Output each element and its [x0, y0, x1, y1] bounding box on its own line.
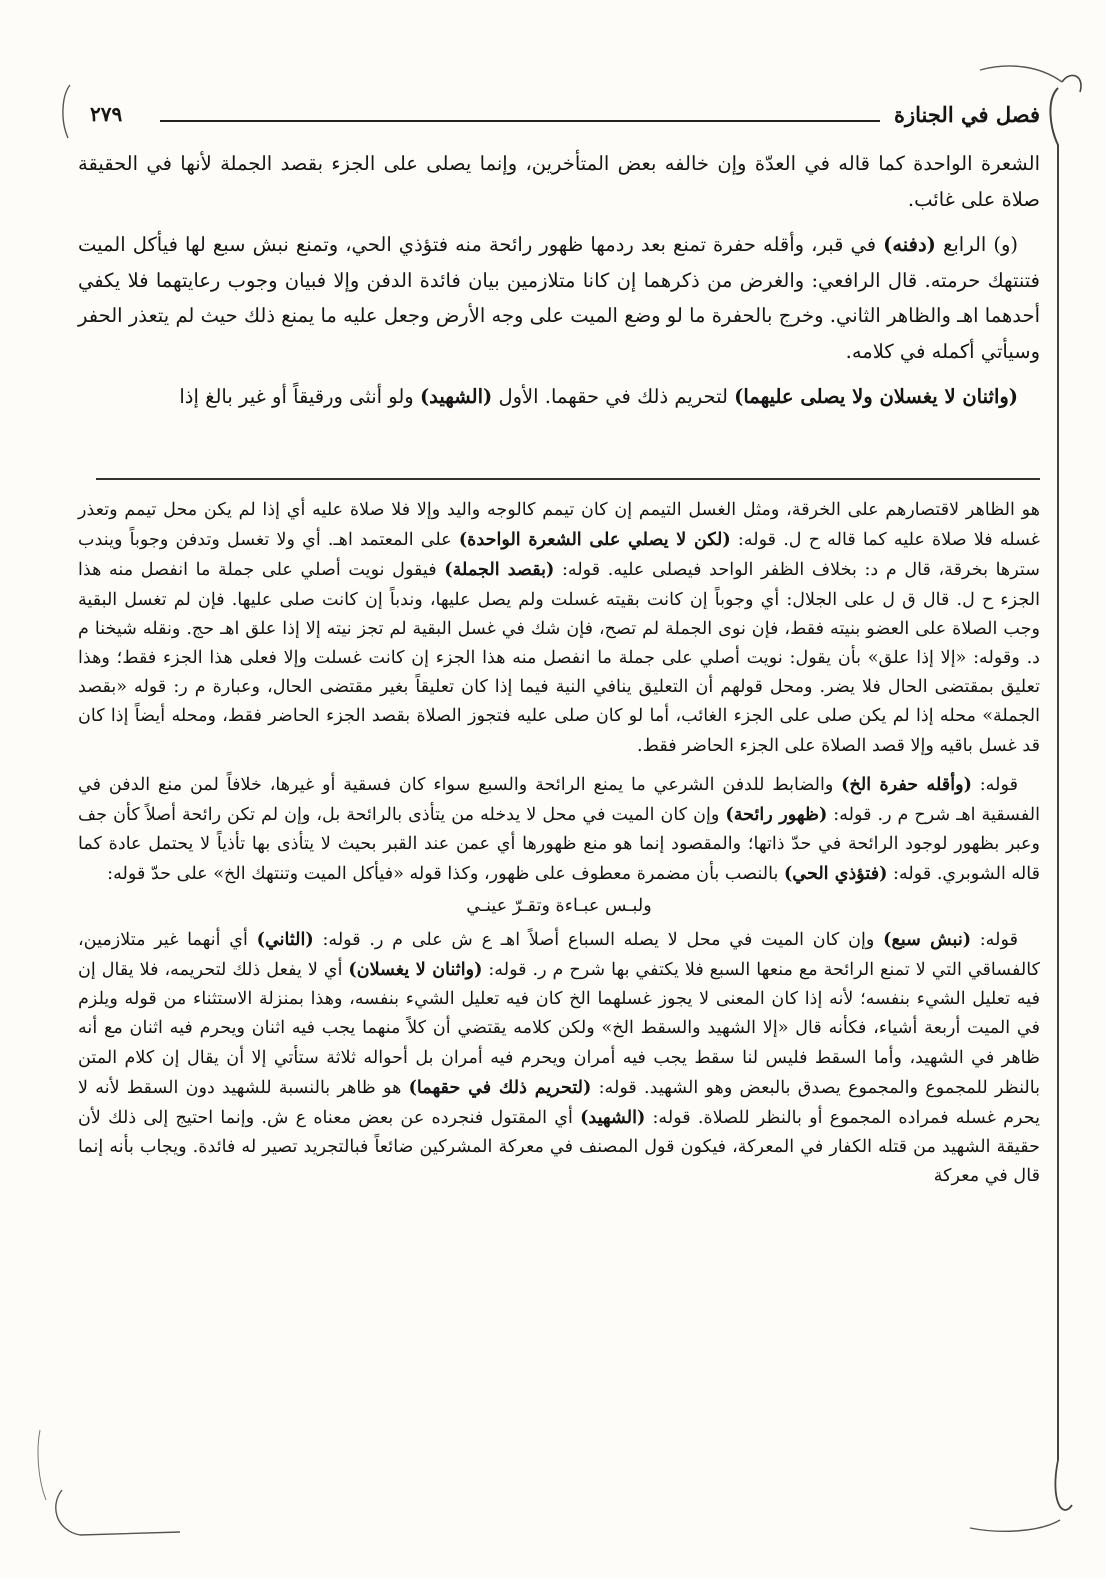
- main-text: [78, 146, 1040, 425]
- commentary-paragraph: قوله: (وأقله حفرة الخ) والضابط للدفن الشرعي ما يمنع الرائحة والسبع سواء كان فسقية أو غيرها، خلافاً لمن منع الدفن في الفسقية اهـ شرح م ر. قوله: (ظهور رائحة) وإن كان الميت في محل لا يدخله من يتأذى بالرائحة بل، وإن لم تكن رائحة أصلاً كأن جف وعبر بظهور لوجود الرائحة في حدّ ذاتها؛ والمقصود إنما هو منع ظهورها أي عمن عند القبر بحيث لا يتأذى بها تأذياً لا يحتمل عادة كما قاله الشوبري. قوله: (فتؤذي الحي) بالنصب بأن مضمرة معطوف على ظهور، وكذا قوله «فيأكل الميت وتنتهك الخ» على حدّ قوله:: [78, 773, 1040, 885]
- chapter-title: فصل في الجنازة: [894, 102, 1040, 127]
- header-rule: [160, 120, 880, 122]
- page-number: ٢٧٩: [90, 102, 123, 126]
- commentary-paragraph: هو الظاهر لاقتصارهم على الخرقة، ومثل الغسل التيمم إن كان تيمم كالوجه واليد وإلا فلا صلاة عليه أي إذا لم يكن محل تيمم وتعذر غسله فلا صلاة عليه كما قاله ح ل. قوله: (لكن لا يصلي على الشعرة الواحدة) على المعتمد اهـ. أي ولا تغسل وتدفن وجوباً ويندب سترها بخرقة، قال م د: بخلاف الظفر الواحد فيصلى عليه. قوله: (بقصد الجملة) فيقول نويت أصلي على جملة ما انفصل منه هذا الجزء ح ل. قال ق ل على الجلال: أي وجوباً إن كانت بقيته غسلت ولم يصل عليها، وندباً إن كانت صلى عليها. فإن لم تغسل البقية وجب الصلاة على العضو بنيته فقط، فإن نوى الجملة لم تصح، فإن شك في غسل البقية لم تجز نيته إلا إذا علق اهـ حج. ونقله شيخنا م د. وقوله: «إلا إذا علق» بأن يقول: نويت أصلي على جملة ما انفصل منه هذا الجزء إن كانت غسلت وإلا فعلى هذا الجزء فقط؛ وهذا تعليق بمقتضى الحال فلا يضر. ومحل قولهم أن التعليق ينافي النية فيما إذا كان تعليقاً بغير مقتضى الحال، وعبارة م ر: قوله «بقصد الجملة» محله إذا لم يكن صلى على الجزء الغائب، أما لو كان صلى عليه فتجوز الصلاة بقصد الجزء الحاضر فقط، ومحله أيضاً إذا كان قد غسل باقيه وإلا قصد الصلاة على الجزء الحاضر فقط.: [78, 500, 1040, 756]
- page-header: [90, 96, 1040, 136]
- main-paragraph: (واثنان لا يغسلان ولا يصلى عليهما) لتحريم ذلك في حقهما. الأول (الشهيد) ولو أنثى ورقيقاً أو غير بالغ إذا: [179, 385, 1018, 408]
- main-paragraph: (و) الرابع (دفنه) في قبر، وأقله حفرة تمنع بعد ردمها ظهور رائحة منه فتؤذي الحي، وتمنع نبش سبع لها فيأكل الميت فتنتهك حرمته. قال الرافعي: والغرض من ذكرهما إن كانا متلازمين بيان فائدة الدفن وإلا فبيان وجوب رعايتهما فلا يكفي أحدهما اهـ والظاهر الثاني. وخرج بالحفرة ما لو وضع الميت على وجه الأرض وجعل عليه ما يمنع ذلك حيث لم يتعذر الحفر وسيأتي أكمله في كلامه.: [78, 233, 1040, 363]
- footnote-divider: [96, 478, 1040, 480]
- main-paragraph: الشعرة الواحدة كما قاله في العدّة وإن خالفه بعض المتأخرين، وإنما يصلى على الجزء بقصد الجملة لأنها في الحقيقة صلاة على غائب.: [78, 152, 1040, 211]
- commentary-text: [78, 496, 1040, 1201]
- poetry-verse: ولبـس عبـاءة وتقـرّ عينـي: [466, 895, 652, 916]
- commentary-paragraph: قوله: (نبش سبع) وإن كان الميت في محل لا يصله السباع أصلاً اهـ ع ش على م ر. قوله: (الثاني) أي أنهما غير متلازمين، كالفساقي التي لا تمنع الرائحة مع منعها السبع فلا يكتفي بها شرح م ر. قوله: (واثنان لا يغسلان) أي لا يفعل ذلك لتحريمه، فلا يقال إن فيه تعليل الشيء بنفسه؛ لأنه إذا كان المعنى لا يجوز غسلهما الخ كان فيه تعليل الشيء بنفسه، وهذا بمنزلة الاستثناء من قوله ويلزم في الميت أربعة أشياء، فكأنه قال «إلا الشهيد والسقط الخ» ولكن كلامه يقتضي أن كلاً منهما يجب فيه اثنان ويحرم فيه اثنان مع أنه ظاهر في الشهيد، وأما السقط فليس لنا سقط يجب فيه أمران ويحرم فيه أمران بل أحواله ثلاثة ستأتي إلا أن يقال إن كلام المتن بالنظر للمجموع والمجموع يصدق بالبعض وهو الشهيد. قوله: (لتحريم ذلك في حقهما) هو ظاهر بالنسبة للشهيد دون السقط لأنه لا يحرم غسله فمراده المجموع أو بالنظر للصلاة. قوله: (الشهيد) أي المقتول فنجرده عن بعض معناه ع ش. وإنما احتيج إلى ذلك لأن حقيقة الشهيد من قتله الكفار في المعركة، فيكون قول المصنف في معركة المشركين ضائعاً فبالتجريد تصير له فائدة. ويجاب بأنه إنما قال في معركة: [78, 928, 1041, 1187]
